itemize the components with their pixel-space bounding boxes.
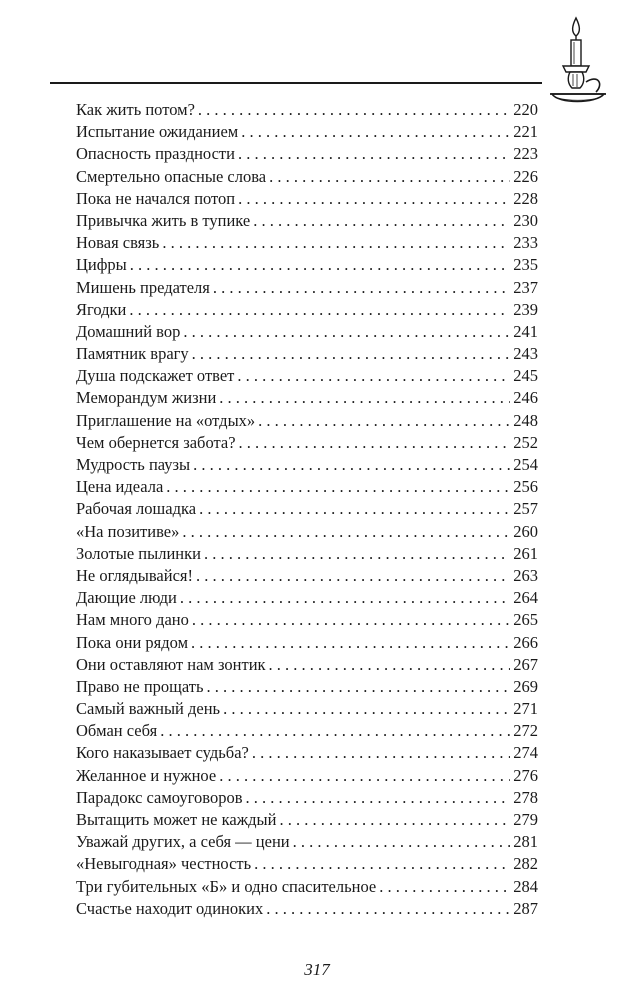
toc-entry: [76, 632, 538, 654]
toc-entry-title: Обман себя: [76, 721, 158, 741]
candle-icon: [546, 12, 618, 112]
toc-entry: [76, 565, 538, 587]
toc-entry-title: Ягодки: [76, 299, 127, 319]
dot-leader: [207, 676, 511, 698]
toc-entry-page: 223: [513, 144, 538, 164]
dot-leader: [293, 831, 511, 853]
dot-leader: [223, 698, 510, 720]
toc-entry-page: 245: [513, 366, 538, 386]
toc-entry-title: Привычка жить в тупике: [76, 210, 251, 230]
toc-entry-page: 233: [513, 233, 538, 253]
toc-entry: [76, 476, 538, 498]
toc-entry-page: 261: [513, 543, 538, 563]
toc-entry-title: Опасность праздности: [76, 144, 235, 164]
toc-entry: [76, 365, 538, 387]
toc-entry: [76, 676, 538, 698]
header-rule: [50, 82, 542, 84]
toc-entry-page: 241: [513, 321, 538, 341]
toc-entry-page: 221: [513, 122, 538, 142]
toc-entry-page: 252: [513, 432, 538, 452]
toc-entry-page: 266: [513, 632, 538, 652]
toc-entry-title: Золотые пылинки: [76, 543, 201, 563]
toc-entry-title: Пока они рядом: [76, 632, 189, 652]
toc-entry: [76, 853, 538, 875]
dot-leader: [196, 565, 510, 587]
toc-entry-page: 228: [513, 188, 538, 208]
dot-leader: [198, 99, 510, 121]
toc-entry-title: Уважай других, а себя — цени: [76, 832, 290, 852]
toc-entry-page: 257: [513, 499, 538, 519]
toc-entry-title: «На позитиве»: [76, 521, 180, 541]
dot-leader: [269, 166, 510, 188]
dot-leader: [166, 476, 510, 498]
page-number: 317: [304, 960, 330, 979]
toc-entry-page: 254: [513, 455, 538, 474]
toc-entry-title: Меморандум жизни: [76, 388, 217, 408]
toc-entry-title: Смертельно опасные слова: [76, 166, 267, 186]
toc-entry-page: 284: [513, 876, 538, 896]
toc-entry-title: «Невыгодная» честность: [76, 854, 252, 874]
toc-entry: [76, 609, 538, 631]
dot-leader: [213, 277, 510, 299]
dot-leader: [180, 587, 510, 609]
toc-entry-title: Вытащить может не каждый: [76, 810, 277, 829]
toc-entry: [76, 521, 538, 543]
toc-entry-page: 278: [513, 787, 538, 807]
dot-leader: [254, 853, 510, 875]
dot-leader: [182, 521, 510, 543]
toc-entry-page: 246: [513, 388, 538, 408]
toc-entry: [76, 299, 538, 321]
dot-leader: [204, 543, 510, 565]
toc-entry-title: Мишень предателя: [76, 277, 210, 297]
dot-leader: [192, 609, 510, 631]
toc-entry-page: 256: [513, 477, 538, 497]
toc-entry-title: Цифры: [76, 255, 127, 275]
toc-entry-title: Самый важный день: [76, 699, 221, 719]
dot-leader: [252, 742, 510, 764]
toc-entry-page: 267: [513, 654, 538, 674]
dot-leader: [129, 299, 510, 321]
toc-entry-page: 239: [513, 299, 538, 319]
toc-entry-title: Испытание ожиданием: [76, 122, 239, 142]
dot-leader: [238, 143, 510, 165]
toc-entry: [76, 410, 538, 432]
dot-leader: [258, 410, 510, 432]
toc-entry-page: 274: [513, 743, 538, 763]
toc-entry: [76, 765, 538, 787]
toc-entry: [76, 543, 538, 565]
dot-leader: [266, 898, 510, 920]
toc-entry-page: 269: [513, 676, 538, 696]
table-of-contents: [76, 99, 538, 920]
toc-entry-title: Пока не начался потоп: [76, 188, 236, 208]
toc-entry: [76, 454, 538, 476]
toc-entry: [76, 787, 538, 809]
toc-entry-title: Парадокс самоуговоров: [76, 787, 243, 807]
dot-leader: [162, 232, 510, 254]
toc-entry: [76, 121, 538, 143]
dot-leader: [130, 254, 510, 276]
toc-entry-page: 282: [513, 854, 538, 874]
dot-leader: [238, 188, 510, 210]
dot-leader: [253, 210, 510, 232]
toc-entry-page: 243: [513, 344, 538, 364]
toc-entry-page: 248: [513, 410, 538, 430]
dot-leader: [199, 498, 510, 520]
toc-entry-title: Право не прощать: [76, 676, 204, 696]
dot-leader: [239, 432, 511, 454]
toc-entry-page: 260: [513, 521, 538, 541]
toc-entry-page: 281: [513, 832, 538, 852]
toc-entry-title: Мудрость паузы: [76, 455, 191, 474]
toc-entry: [76, 321, 538, 343]
toc-entry-title: Желанное и нужное: [76, 765, 217, 785]
toc-entry-title: Не оглядывайся!: [76, 565, 193, 585]
toc-entry-page: 263: [513, 565, 538, 585]
dot-leader: [241, 121, 510, 143]
toc-entry-page: 264: [513, 588, 538, 608]
toc-entry-page: 220: [513, 100, 538, 119]
toc-entry-title: Приглашение на «отдых»: [76, 410, 256, 430]
toc-entry-page: 226: [513, 166, 538, 186]
toc-entry-title: Цена идеала: [76, 477, 164, 497]
toc-entry-title: Памятник врагу: [76, 344, 189, 364]
toc-entry: [76, 99, 538, 121]
toc-entry-page: 279: [513, 810, 538, 829]
toc-entry: [76, 587, 538, 609]
toc-entry-title: Счастье находит одиноких: [76, 898, 264, 918]
toc-entry: [76, 232, 538, 254]
dot-leader: [160, 720, 510, 742]
toc-entry: [76, 876, 538, 898]
toc-entry-title: Рабочая лошадка: [76, 499, 197, 519]
dot-leader: [193, 454, 510, 476]
toc-entry-title: Душа подскажет ответ: [76, 366, 235, 386]
toc-entry: [76, 143, 538, 165]
toc-entry: [76, 898, 538, 920]
toc-entry: [76, 254, 538, 276]
toc-entry: [76, 166, 538, 188]
toc-entry-title: Они оставляют нам зонтик: [76, 654, 266, 674]
toc-entry: [76, 809, 538, 831]
toc-entry: [76, 742, 538, 764]
dot-leader: [219, 765, 510, 787]
toc-entry-page: 235: [513, 255, 538, 275]
dot-leader: [269, 654, 511, 676]
dot-leader: [246, 787, 511, 809]
toc-entry: [76, 188, 538, 210]
toc-entry-title: Дающие люди: [76, 588, 177, 608]
dot-leader: [192, 343, 511, 365]
toc-entry-page: 271: [513, 699, 538, 719]
toc-entry-title: Чем обернется забота?: [76, 432, 236, 452]
toc-entry-title: Как жить потом?: [76, 100, 195, 119]
toc-entry-page: 276: [513, 765, 538, 785]
toc-entry: [76, 698, 538, 720]
toc-entry-page: 230: [513, 210, 538, 230]
toc-entry-page: 237: [513, 277, 538, 297]
toc-entry: [76, 498, 538, 520]
dot-leader: [237, 365, 510, 387]
dot-leader: [279, 809, 510, 831]
toc-entry: [76, 343, 538, 365]
dot-leader: [183, 321, 510, 343]
toc-entry: [76, 720, 538, 742]
toc-entry-title: Домашний вор: [76, 321, 181, 341]
toc-entry-title: Кого наказывает судьба?: [76, 743, 249, 763]
toc-entry: [76, 277, 538, 299]
dot-leader: [219, 387, 510, 409]
toc-entry-title: Новая связь: [76, 233, 160, 253]
toc-entry-page: 272: [513, 721, 538, 741]
toc-entry: [76, 654, 538, 676]
toc-entry-title: Нам много дано: [76, 610, 189, 630]
toc-entry: [76, 387, 538, 409]
dot-leader: [379, 876, 510, 898]
toc-entry: [76, 831, 538, 853]
toc-entry-title: Три губительных «Б» и одно спасительное: [76, 876, 377, 896]
toc-entry-page: 287: [513, 898, 538, 918]
toc-entry-page: 265: [513, 610, 538, 630]
dot-leader: [191, 632, 510, 654]
toc-entry: [76, 432, 538, 454]
toc-entry: [76, 210, 538, 232]
